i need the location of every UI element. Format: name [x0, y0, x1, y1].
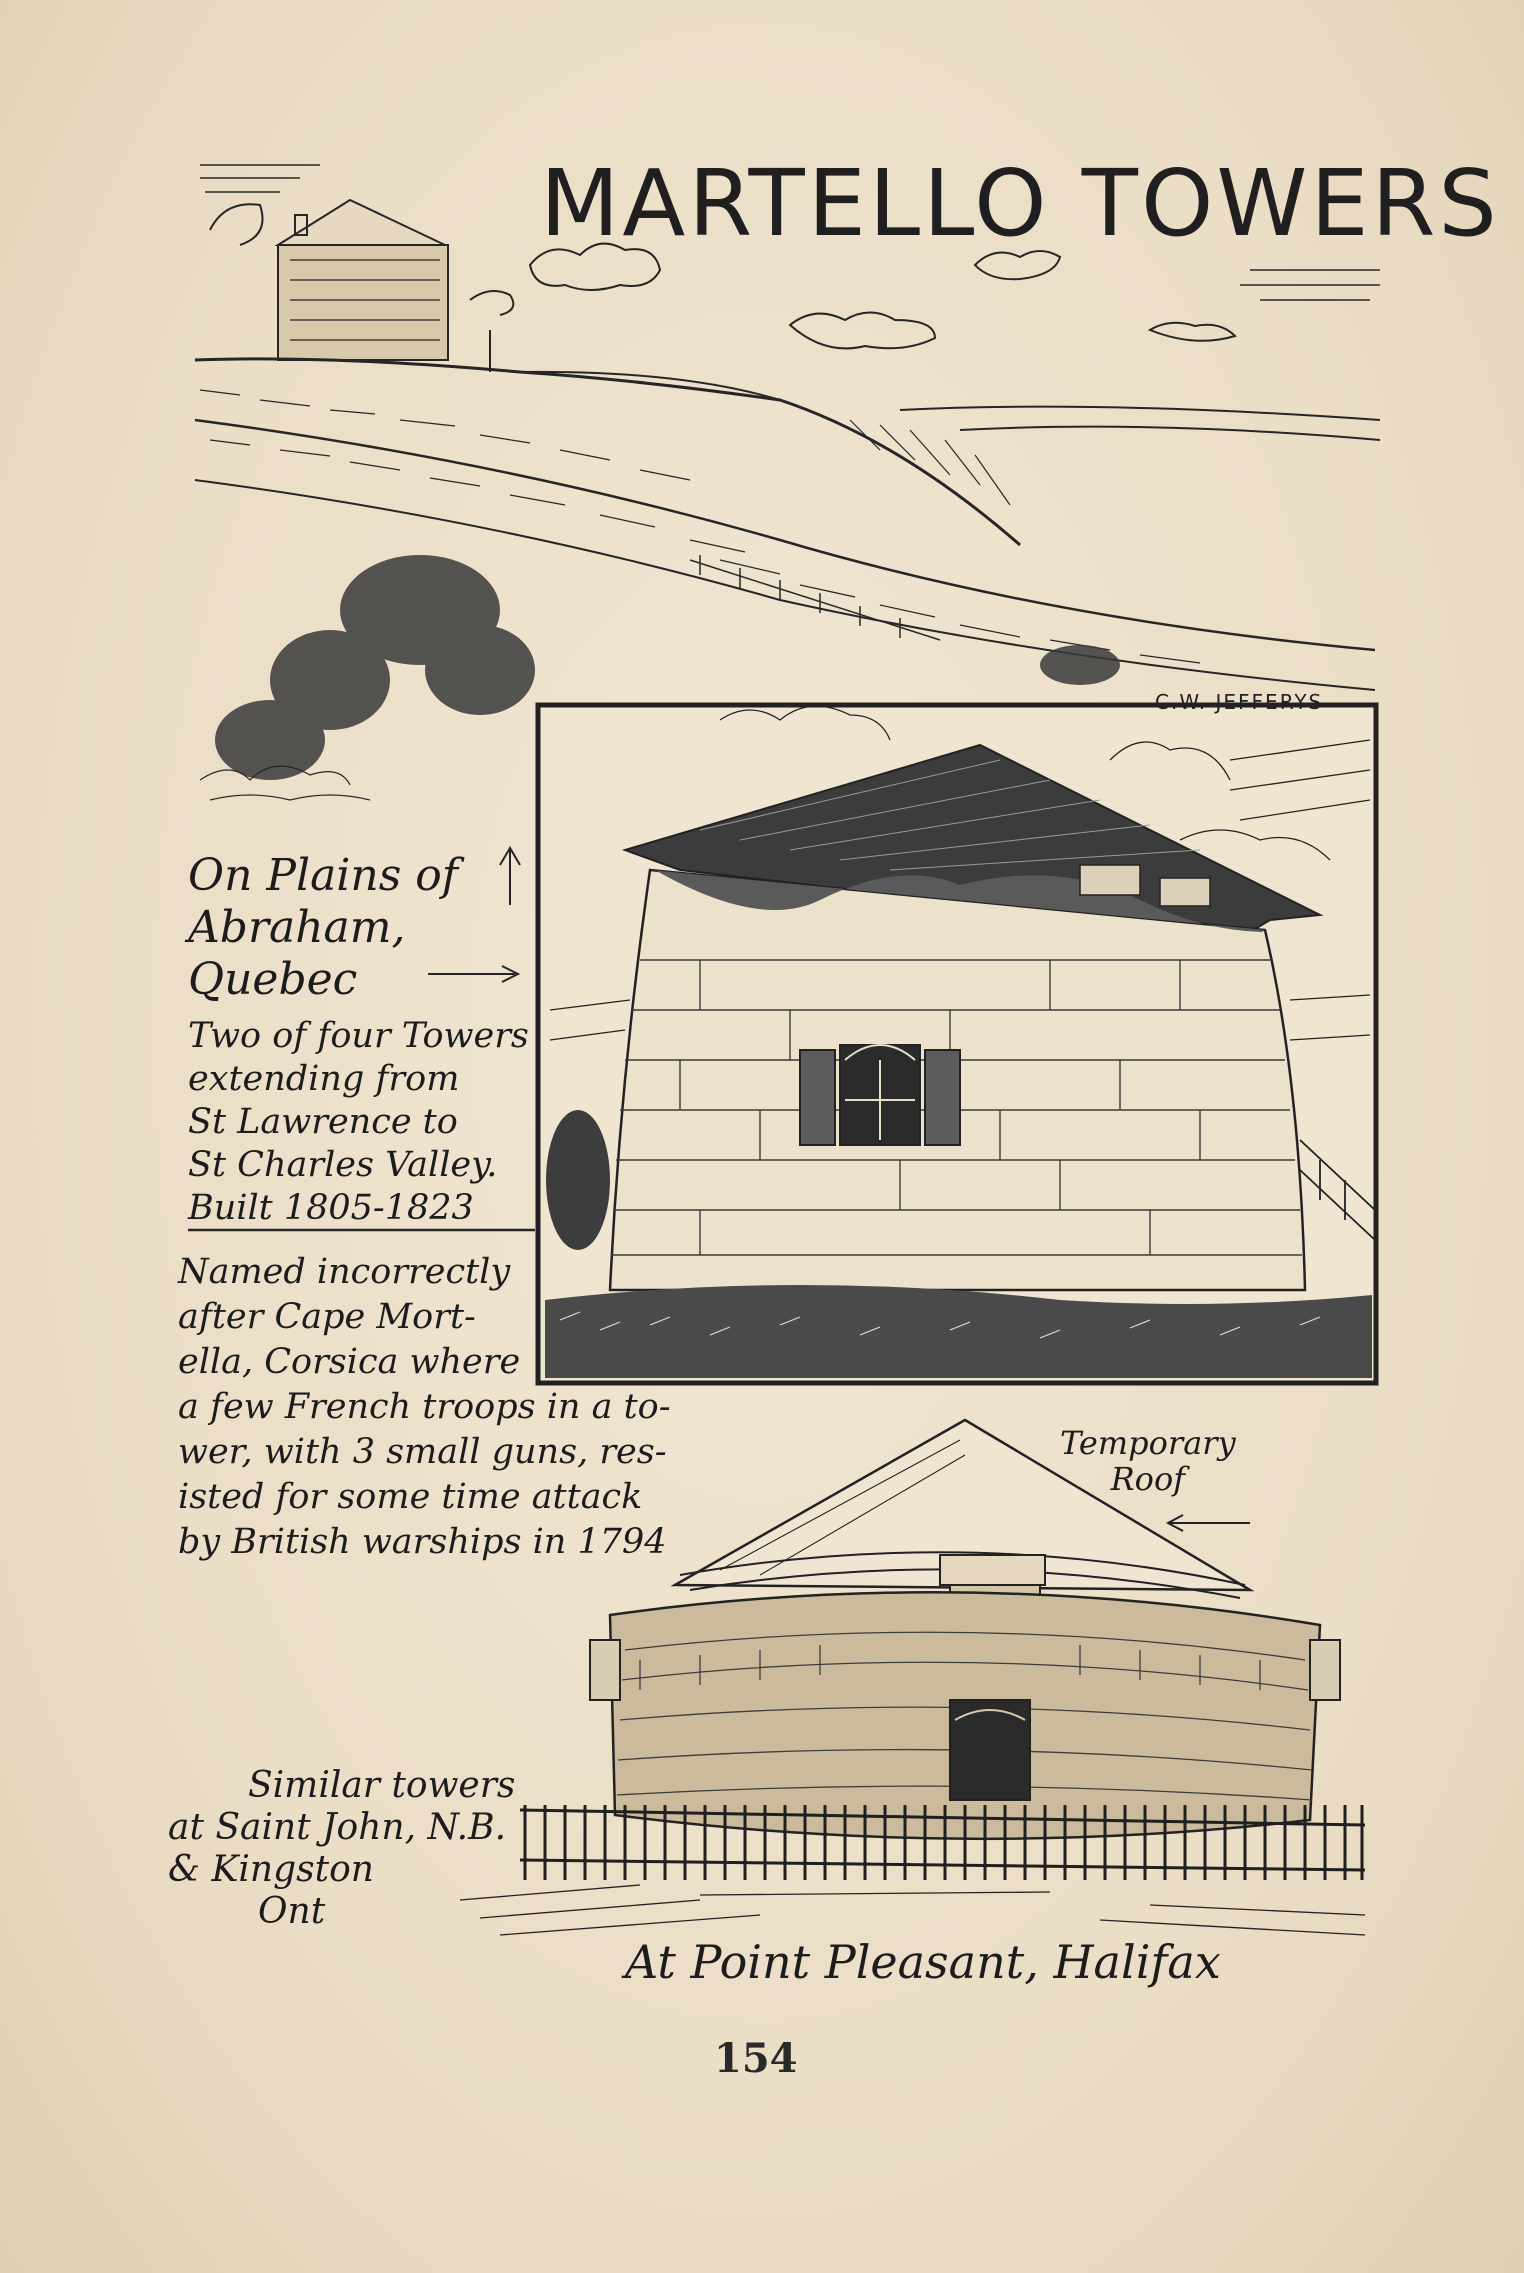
- note-line: Built 1805-1823: [188, 1188, 474, 1228]
- caption-line: On Plains of: [188, 850, 459, 901]
- artist-signature: C.W. JEFFERYS: [1155, 690, 1324, 714]
- similar-line: Ont: [258, 1891, 326, 1932]
- halifax-caption: At Point Pleasant, Halifax: [625, 1935, 1221, 1989]
- name-history-note: [178, 1250, 671, 1565]
- history-line: a few French troops in a to-: [178, 1387, 671, 1427]
- plains-of-abraham-caption: [188, 850, 458, 1006]
- caption-line: Abraham,: [188, 902, 406, 953]
- history-line: wer, with 3 small guns, res-: [178, 1432, 667, 1472]
- label-line: Roof: [1110, 1460, 1186, 1498]
- note-line: St Charles Valley.: [188, 1145, 498, 1185]
- similar-towers-note: [168, 1765, 515, 1933]
- page-title: MARTELLO TOWERS: [540, 150, 1500, 257]
- history-line: ella, Corsica where: [178, 1342, 521, 1382]
- similar-line: & Kingston: [168, 1849, 374, 1890]
- page-number: 154: [714, 2035, 798, 2082]
- towers-note: [188, 1015, 529, 1230]
- label-line: Temporary: [1060, 1424, 1236, 1462]
- similar-line: at Saint John, N.B.: [168, 1807, 507, 1848]
- note-line: extending from: [188, 1059, 460, 1099]
- history-line: isted for some time attack: [178, 1477, 643, 1517]
- history-line: Named incorrectly: [178, 1252, 511, 1292]
- caption-line: Quebec: [188, 954, 358, 1005]
- note-line: Two of four Towers: [188, 1016, 529, 1056]
- temporary-roof-label: [1060, 1425, 1236, 1497]
- similar-line: Similar towers: [248, 1765, 516, 1806]
- note-line: St Lawrence to: [188, 1102, 458, 1142]
- history-line: by British warships in 1794: [178, 1522, 667, 1562]
- history-line: after Cape Mort-: [178, 1297, 476, 1337]
